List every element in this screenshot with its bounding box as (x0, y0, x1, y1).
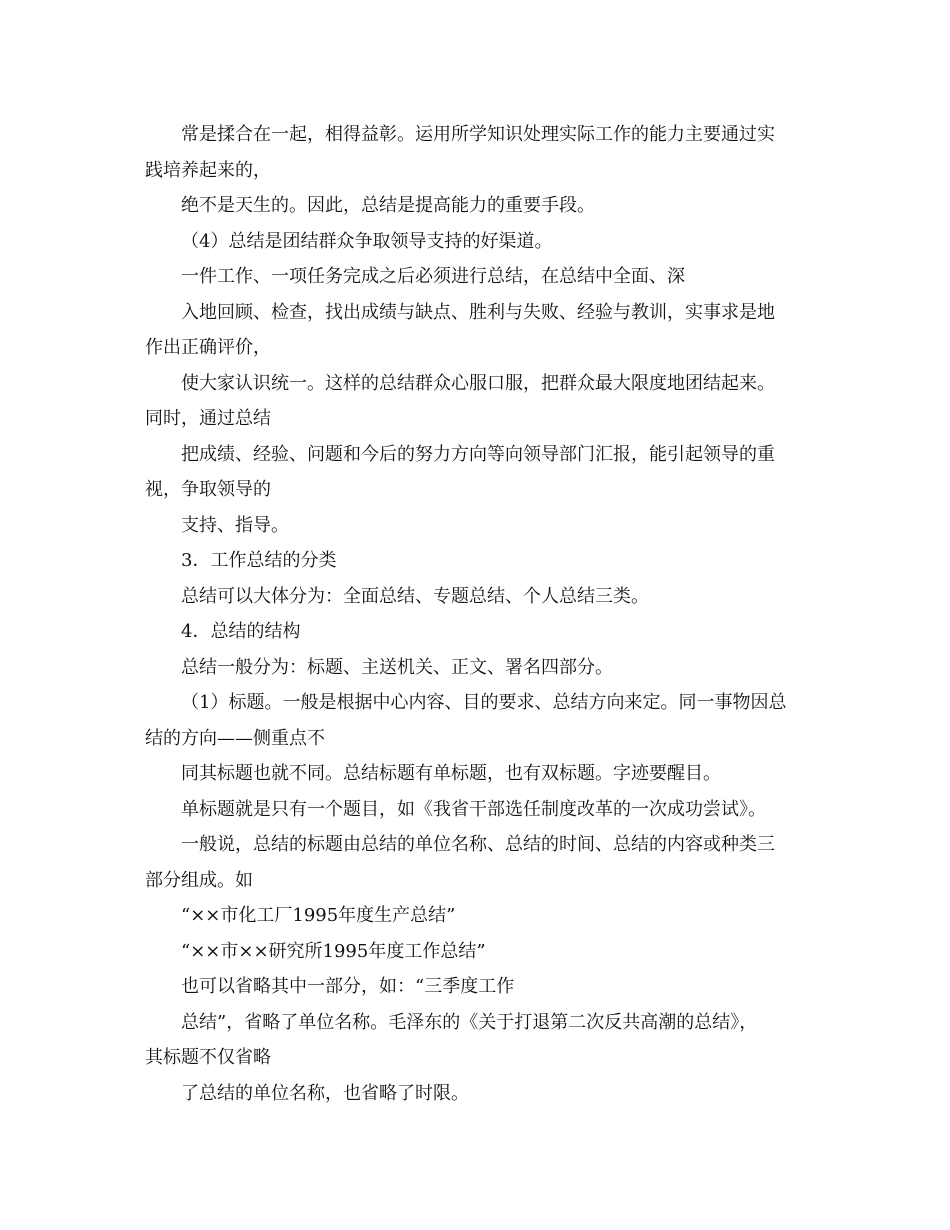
text-line: 同时，通过总结 (145, 408, 271, 429)
text-line: 结的方向——侧重点不 (145, 727, 325, 749)
text-line: 3．工作总结的分类 (181, 550, 337, 571)
text-line: 总结可以大体分为：全面总结、专题总结、个人总结三类。 (181, 585, 649, 607)
text-line: 作出正确评价， (145, 337, 271, 358)
text-line: 践培养起来的， (145, 159, 271, 181)
text-line: 也可以省略其中一部分，如：“三季度工作 (181, 976, 515, 997)
text-line: 4．总结的结构 (181, 621, 301, 642)
text-line: 了总结的单位名称，也省略了时限。 (181, 1082, 469, 1104)
text-line: 入地回顾、检查，找出成绩与缺点、胜利与失败、经验与教训，实事求是地 (181, 301, 775, 323)
text-line: 部分组成。如 (145, 869, 253, 891)
text-line: 常是揉合在一起，相得益彰。运用所学知识处理实际工作的能力主要通过实 (181, 124, 775, 145)
text-line: 绝不是天生的。因此，总结是提高能力的重要手段。 (181, 195, 595, 216)
text-line: 总结一般分为：标题、主送机关、正文、署名四部分。 (181, 656, 613, 678)
document-body (145, 117, 810, 1111)
text-line: “××市化工厂1995年度生产总结” (181, 905, 456, 926)
text-line: 同其标题也就不同。总结标题有单标题，也有双标题。字迹要醒目。 (181, 763, 721, 784)
text-line: （1）标题。一般是根据中心内容、目的要求、总结方向来定。同一事物因总 (181, 692, 787, 713)
text-line: （4）总结是团结群众争取领导支持的好渠道。 (181, 230, 553, 252)
text-line: 一件工作、一项任务完成之后必须进行总结，在总结中全面、深 (181, 266, 685, 287)
text-line: 支持、指导。 (181, 514, 289, 536)
text-line: 总结”，省略了单位名称。毛泽东的《关于打退第二次反共高潮的总结》， (181, 1011, 758, 1033)
text-line: 单标题就是只有一个题目，如《我省干部选任制度改革的一次成功尝试》。 (181, 798, 766, 820)
text-line: 把成绩、经验、问题和今后的努力方向等向领导部门汇报，能引起领导的重 (181, 443, 775, 465)
text-line: 其标题不仅省略 (145, 1047, 271, 1068)
text-line: 视，争取领导的 (145, 479, 271, 500)
text-line: “××市××研究所1995年度工作总结” (181, 940, 486, 962)
text-line: 一般说，总结的标题由总结的单位名称、总结的时间、总结的内容或种类三 (181, 834, 775, 855)
text-line: 使大家认识统一。这样的总结群众心服口服，把群众最大限度地团结起来。 (181, 372, 775, 394)
